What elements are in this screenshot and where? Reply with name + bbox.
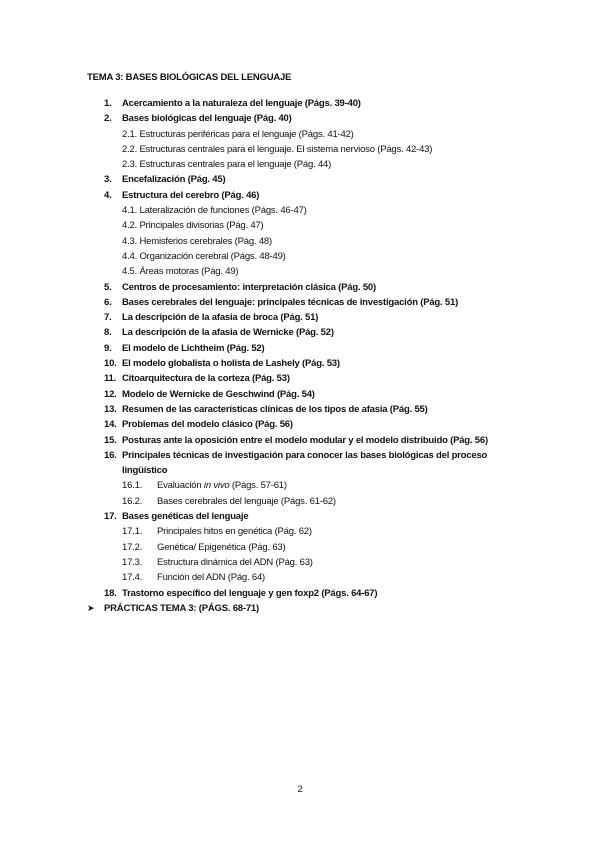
toc-subitem [0,249,600,264]
toc-subitem-number: 17.1. [122,526,143,538]
toc-item-title: Bases biológicas del lenguaje (Pág. 40) [122,113,292,125]
toc-subitem-number: 16.1. [122,480,143,492]
toc-item-title: Posturas ante la oposición entre el modelo modular y el modelo distribuido (Pág. 56) [122,434,488,446]
toc-item-number: 14. [104,419,117,431]
toc-subitem-text-post: (Págs. 57-61) [229,480,287,492]
toc-item-title: Estructura del cerebro (Pág. 46) [122,189,260,201]
toc-item-number: 18. [104,587,117,599]
toc-subitem-text-italic: in vivo [203,480,230,492]
toc-item-number: 5. [104,281,112,293]
toc-item-number: 7. [104,312,112,324]
toc-subitem-title: 4.1. Lateralización de funciones (Págs. 46-47) [122,205,307,217]
toc-item-number: 6. [104,296,112,308]
toc-subitem-title: Estructura dinámica del ADN (Pág. 63) [157,556,313,568]
toc-subitem [0,142,600,157]
toc-subitem [0,264,600,279]
toc-item-number: 9. [104,342,112,354]
toc-item [0,172,600,187]
toc-item-number: 1. [104,98,112,109]
toc-item-title: La descripción de la afasia de broca (Pág. 51) [122,312,319,324]
toc-item [0,433,600,448]
toc-item [0,341,600,356]
toc-subitem-number: 17.3. [122,556,143,568]
toc-item [0,295,600,310]
toc-item-number: 11. [104,373,117,385]
toc-subitem [0,570,600,585]
toc-item-title: Bases genéticas del lenguaje [122,511,249,523]
toc-item [0,96,600,111]
toc-item-number: 10. [104,358,117,370]
toc-item-title: Modelo de Wernicke de Geschwind (Pág. 54) [122,388,315,400]
practicas-title: PRÁCTICAS TEMA 3: (PÁGS. 68-71) [104,602,259,614]
toc-subitem-text-pre: Evaluación [157,480,204,492]
toc-subitem-title: Genética/ Epigenética (Pág. 63) [157,541,286,553]
toc-item [0,111,600,126]
toc-item-number: 8. [104,327,112,339]
toc-item-title: La descripción de la afasia de Wernicke (Pág. 52) [122,327,334,339]
table-of-contents [0,96,600,616]
toc-item-title: Principales técnicas de investigación para conocer las bases biológicas del proceso [122,449,488,461]
toc-item-title: Citoarquitectura de la corteza (Pág. 53) [122,373,290,385]
toc-subitem-title: 2.2. Estructuras centrales para el lenguaje. El sistema nervioso (Págs. 42-43) [122,143,433,155]
toc-item-number: 3. [104,174,112,186]
toc-item-title: Resumen de las características clínicas de los tipos de afasia (Pág. 55) [122,403,428,415]
toc-subitem [0,540,600,555]
toc-item-number: 4. [104,189,112,201]
toc-item [0,417,600,432]
toc-item-number: 15. [104,434,117,446]
toc-item [0,509,600,524]
toc-item-number: 16. [104,449,117,461]
toc-subitem-number: 16.2. [122,495,143,507]
toc-item-number: 12. [104,388,117,400]
toc-item-title-continued: lingüístico [122,465,168,477]
toc-subitem-number: 17.4. [122,572,143,584]
toc-item-number: 2. [104,113,112,125]
toc-subitem-title: 4.3. Hemisferios cerebrales (Pág. 48) [122,235,272,247]
toc-item [0,387,600,402]
toc-subitem [0,157,600,172]
toc-subitem-title: 4.4. Organización cerebral (Págs. 48-49) [122,250,286,262]
toc-subitem [0,234,600,249]
toc-item-number: 13. [104,403,117,415]
toc-item-title: Trastorno específico del lenguaje y gen foxp2 (Págs. 64-67) [122,587,378,599]
toc-subitem [0,494,600,509]
toc-subitem [0,478,600,493]
toc-item-title: El modelo globalista o holista de Lashely (Pág. 53) [122,358,340,370]
toc-item [0,586,600,601]
toc-item [0,310,600,325]
toc-subitem-title: 2.1. Estructuras periféricas para el lenguaje (Págs. 41-42) [122,128,354,140]
toc-subitem-title: Función del ADN (Pág. 64) [157,572,266,584]
toc-subitem-title: 4.5. Áreas motoras (Pág. 49) [122,266,239,278]
toc-item-number: 17. [104,511,117,523]
toc-subitem-title: Bases cerebrales del lenguaje (Págs. 61-62) [157,495,336,507]
toc-subitem-title [157,478,287,493]
toc-subitem [0,218,600,233]
toc-item-title: Centros de procesamiento: interpretación clásica (Pág. 50) [122,281,376,293]
page-title: TEMA 3: BASES BIOLÓGICAS DEL LENGUAJE [87,72,292,83]
toc-item-title: El modelo de Lichtheim (Pág. 52) [122,342,265,354]
practicas-item [0,601,600,616]
toc-subitem [0,524,600,539]
toc-subitem [0,127,600,142]
toc-subitem-title: 4.2. Principales divisorias (Pág. 47) [122,220,264,232]
toc-item [0,371,600,386]
page-number: 2 [297,784,303,795]
toc-subitem-title: Principales hitos en genética (Pág. 62) [157,526,312,538]
toc-item [0,280,600,295]
toc-item-continuation [0,463,600,478]
toc-subitem [0,203,600,218]
toc-item [0,402,600,417]
toc-item [0,448,600,463]
toc-item [0,356,600,371]
toc-item-title: Encefalización (Pág. 45) [122,174,226,186]
toc-item-title: Bases cerebrales del lenguaje: principales técnicas de investigación (Pág. 51) [122,296,459,308]
toc-subitem-title: 2.3. Estructuras centrales para el lenguaje (Pág. 44) [122,159,332,171]
toc-item-title: Acercamiento a la naturaleza del lenguaje (Págs. 39-40) [122,98,361,109]
toc-subitem-number: 17.2. [122,541,143,553]
toc-item-title: Problemas del modelo clásico (Pág. 56) [122,419,293,431]
toc-item [0,325,600,340]
arrow-bullet-icon: ➤ [87,602,95,613]
toc-subitem [0,555,600,570]
toc-item [0,188,600,203]
